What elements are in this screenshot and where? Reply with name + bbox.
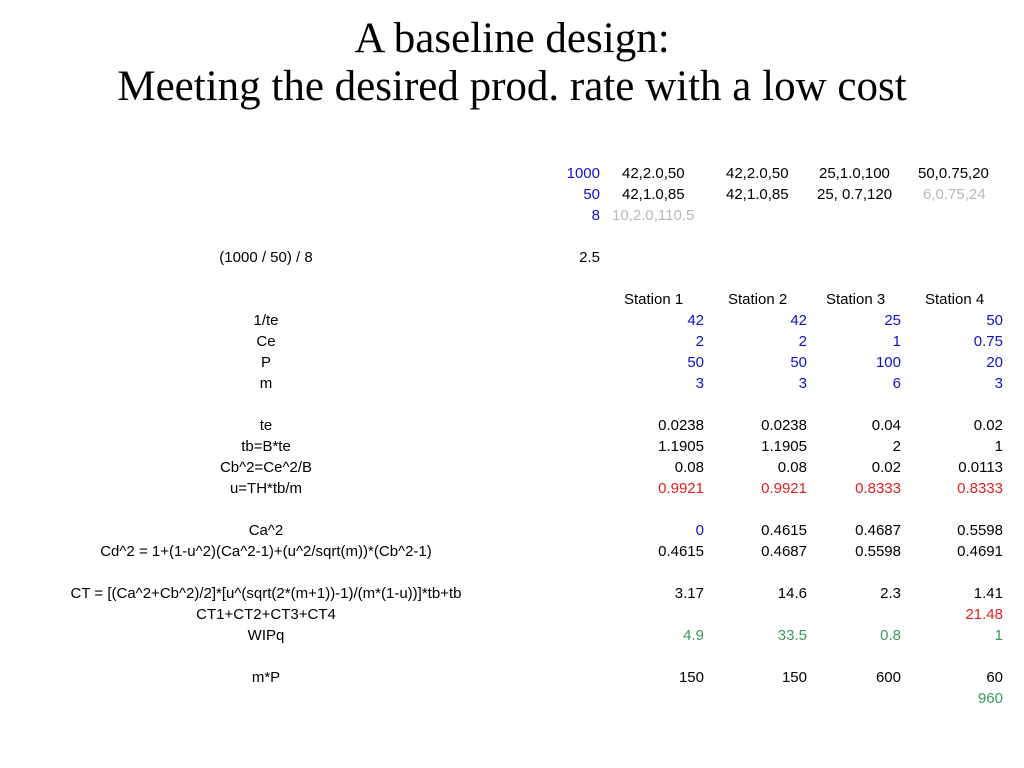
param-value-throughput: 1000 (566, 165, 600, 182)
table-cell: 0.4687 (855, 522, 901, 539)
row-label: Cd^2 = 1+(1-u^2)(Ca^2-1)+(u^2/sqrt(m))*(Cb^2-1) (100, 543, 432, 560)
table-cell: 150 (678, 669, 704, 686)
table-cell: 33.5 (777, 627, 807, 644)
param-option: 50,0.75,20 (918, 165, 989, 182)
row-label: CT = [(Ca^2+Cb^2)/2]*[u^(sqrt(2*(m+1))-1)/(m*(1-u))]*tb+tb (70, 585, 462, 602)
table-cell: 0.02 (871, 459, 901, 476)
table-cell: 0.4691 (957, 543, 1003, 560)
table-cell: 6 (892, 375, 901, 392)
table-cell: 3.17 (674, 585, 704, 602)
table-cell: 50 (687, 354, 704, 371)
table-cell: 14.6 (777, 585, 807, 602)
table-cell: 2 (798, 333, 807, 350)
row-label: Cb^2=Ce^2/B (219, 459, 313, 476)
row-label: Ca^2 (248, 522, 284, 539)
table-cell: 0 (695, 522, 704, 539)
station-header: Station 1 (624, 291, 684, 308)
row-label: CT1+CT2+CT3+CT4 (196, 606, 336, 623)
row-label: P (260, 354, 271, 371)
table-cell: 1.41 (973, 585, 1003, 602)
table-cell: 600 (875, 669, 901, 686)
param-option: 25,1.0,100 (819, 165, 890, 182)
table-cell: 42 (790, 312, 807, 329)
table-cell: 0.02 (973, 417, 1003, 434)
ratio-value: 2.5 (579, 249, 600, 266)
total-cost: 960 (977, 690, 1003, 707)
table-cell: 150 (781, 669, 807, 686)
table-cell: 0.4615 (658, 543, 704, 560)
row-label: m*P (251, 669, 281, 686)
row-label: Ce (256, 333, 276, 350)
station-header: Station 3 (826, 291, 886, 308)
table-cell: 3 (695, 375, 704, 392)
table-cell: 1.1905 (761, 438, 807, 455)
table-cell: 3 (798, 375, 807, 392)
table-cell: 1 (892, 333, 901, 350)
table-cell: 0.4687 (761, 543, 807, 560)
table-cell: 42 (687, 312, 704, 329)
table-cell: 0.04 (871, 417, 901, 434)
param-option: 10,2.0,110.5 (612, 207, 695, 224)
row-label: te (259, 417, 273, 434)
row-label: tb=B*te (241, 438, 291, 455)
table-cell: 50 (790, 354, 807, 371)
station-header: Station 4 (925, 291, 985, 308)
station-header: Station 2 (728, 291, 788, 308)
row-label: u=TH*tb/m (229, 480, 303, 497)
table-cell: 0.08 (777, 459, 807, 476)
param-option: 42,1.0,85 (726, 186, 789, 203)
table-cell: 50 (986, 312, 1003, 329)
row-label: 1/te (253, 312, 279, 329)
table-cell: 0.9921 (658, 480, 704, 497)
table-cell: 2.3 (880, 585, 901, 602)
table-cell: 0.8333 (855, 480, 901, 497)
table-cell: 25 (884, 312, 901, 329)
table-cell: 0.5598 (855, 543, 901, 560)
table-cell: 0.9921 (761, 480, 807, 497)
table-cell: 0.08 (674, 459, 704, 476)
total-cycle-time: 21.48 (965, 606, 1003, 623)
table-cell: 60 (986, 669, 1003, 686)
param-option: 42,1.0,85 (622, 186, 685, 203)
row-label: WIPq (247, 627, 285, 644)
param-option: 25, 0.7,120 (817, 186, 893, 203)
table-cell: 100 (875, 354, 901, 371)
table-cell: 0.8333 (957, 480, 1003, 497)
table-cell: 0.5598 (957, 522, 1003, 539)
table-cell: 0.0238 (761, 417, 807, 434)
table-cell: 20 (986, 354, 1003, 371)
table-cell: 4.9 (683, 627, 704, 644)
table-cell: 3 (994, 375, 1003, 392)
table-cell: 0.8 (880, 627, 901, 644)
table-cell: 0.0238 (658, 417, 704, 434)
param-option: 42,2.0,50 (622, 165, 685, 182)
row-label: m (259, 375, 273, 392)
table-cell: 1 (994, 438, 1003, 455)
slide-title-line-2: Meeting the desired prod. rate with a low cost (117, 63, 907, 110)
table-cell: 2 (695, 333, 704, 350)
param-value-batch: 50 (583, 186, 600, 203)
table-cell: 0.75 (973, 333, 1003, 350)
param-value-hours: 8 (591, 207, 600, 224)
table-cell: 0.4615 (761, 522, 807, 539)
param-option: 42,2.0,50 (726, 165, 789, 182)
table-cell: 2 (892, 438, 901, 455)
ratio-label: (1000 / 50) / 8 (219, 249, 313, 266)
table-cell: 0.0113 (958, 459, 1003, 476)
param-option: 6,0.75,24 (923, 186, 986, 203)
table-cell: 1.1905 (658, 438, 704, 455)
table-cell: 1 (994, 627, 1003, 644)
slide-title-line-1: A baseline design: (354, 15, 670, 62)
